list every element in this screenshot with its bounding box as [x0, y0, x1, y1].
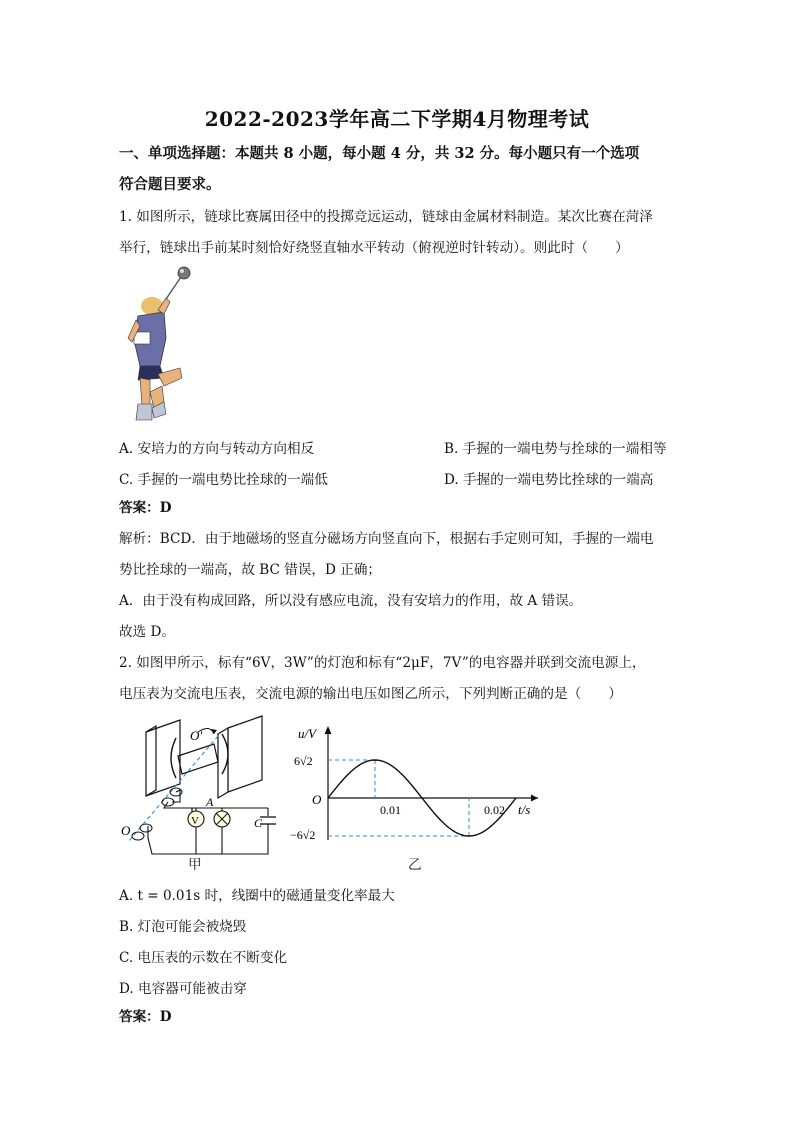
- figure-left-caption: 甲: [188, 857, 202, 873]
- hammer-thrower-illustration: [120, 262, 200, 430]
- figure-generator-circuit: [118, 714, 278, 874]
- q1-option-b: B. 手握的一端电势与拴球的一端相等: [444, 441, 667, 457]
- q1-stem-line2: 举行，链球出手前某时刻恰好绕竖直轴水平转动（俯视逆时针转动）。则此时（ ）: [119, 240, 629, 256]
- label-c: C: [254, 816, 263, 830]
- q2-option-c: C. 电压表的示数在不断变化: [119, 950, 288, 966]
- y-axis-label: u/V: [298, 726, 317, 741]
- q1-stem-line1: 1. 如图所示，链球比赛属田径中的投掷竞远运动，链球由金属材料制造。某次比赛在菏泽: [119, 209, 653, 225]
- x-axis-arrow: [531, 795, 538, 802]
- q2-answer: 答案：D: [119, 1009, 172, 1025]
- y-axis-arrow: [325, 726, 332, 734]
- label-o: O: [121, 823, 131, 838]
- figure-right-caption: 乙: [408, 857, 422, 873]
- q1-analysis-line3: A．由于没有构成回路，所以没有感应电流，没有安培力的作用，故 A 错误。: [119, 593, 583, 609]
- q1-option-d: D. 手握的一端电势比拴球的一端高: [444, 472, 654, 488]
- x-tick-2: 0.02: [484, 803, 505, 817]
- q1-analysis-line1: 解析：BCD．由于地磁场的竖直分磁场方向竖直向下，根据右手定则可知，手握的一端电: [119, 531, 654, 547]
- y-tick-top: 6√2: [294, 754, 313, 768]
- x-axis-label: t/s: [518, 802, 531, 817]
- q1-option-a: A. 安培力的方向与转动方向相反: [119, 441, 315, 457]
- q2-option-d: D. 电容器可能被击穿: [119, 981, 247, 997]
- q1-answer: 答案：D: [119, 500, 172, 516]
- q2-option-b: B. 灯泡可能会被烧毁: [119, 919, 247, 935]
- page-title: 2022-2023学年高二下学期4月物理考试: [204, 107, 590, 131]
- voltage-time-chart: [290, 722, 550, 846]
- label-v: V: [191, 815, 199, 827]
- q1-analysis-line2: 势比拴球的一端高，故 BC 错误，D 正确；: [119, 562, 382, 578]
- label-a: A: [206, 795, 214, 809]
- q2-stem-line1: 2. 如图甲所示，标有“6V，3W”的灯泡和标有“2μF，7V”的电容器并联到交流电源上，: [119, 655, 646, 671]
- q2-stem-line2: 电压表为交流电压表，交流电源的输出电压如图乙所示，下列判断正确的是（ ）: [119, 686, 622, 702]
- section-heading-line1: 一、单项选择题：本题共 8 小题，每小题 4 分，共 32 分。每小题只有一个选项: [119, 145, 640, 162]
- label-o-prime: O′: [190, 728, 203, 743]
- x-tick-1: 0.01: [380, 803, 401, 817]
- q2-option-a: A. t = 0.01s 时，线圈中的磁通量变化率最大: [119, 888, 395, 904]
- q1-option-c: C. 手握的一端电势比拴球的一端低: [119, 472, 328, 488]
- y-tick-bottom: −6√2: [290, 828, 316, 842]
- q1-conclusion: 故选 D。: [119, 624, 176, 640]
- section-heading-line2: 符合题目要求。: [119, 176, 221, 193]
- origin-label: O: [312, 792, 322, 807]
